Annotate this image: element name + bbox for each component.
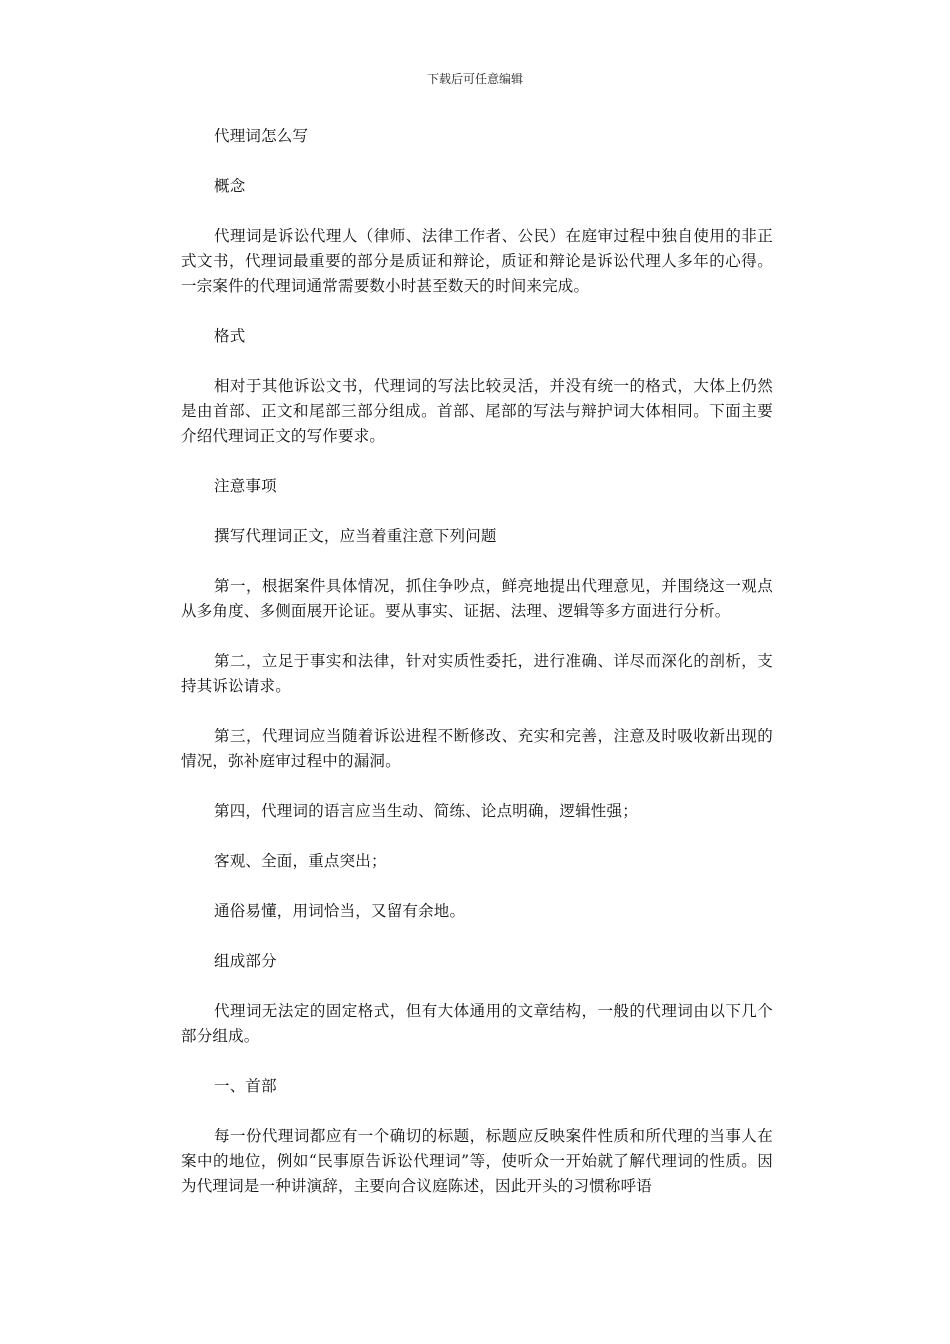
paragraph-point-3: 第三，代理词应当随着诉讼进程不断修改、充实和完善，注意及时吸收新出现的情况，弥补庭审过程中的漏洞。: [181, 727, 773, 770]
section-heading-notes: 注意事项: [214, 477, 277, 495]
paragraph-point-4b: 客观、全面，重点突出；: [214, 852, 387, 870]
paragraph-point-2: 第二，立足于事实和法律，针对实质性委托，进行准确、详尽而深化的剖析，支持其诉讼请求。: [181, 652, 773, 695]
paragraph-format: 相对于其他诉讼文书，代理词的写法比较灵活，并没有统一的格式，大体上仍然是由首部、正文和尾部三部分组成。首部、尾部的写法与辩护词大体相同。下面主要介绍代理词正文的写作要求。: [181, 377, 773, 445]
paragraph-components: 代理词无法定的固定格式，但有大体通用的文章结构，一般的代理词由以下几个部分组成。: [181, 1002, 773, 1045]
download-note: 下载后可任意编辑: [426, 72, 523, 86]
document-title: 代理词怎么写: [214, 127, 309, 145]
paragraph-notes-intro: 撰写代理词正文，应当着重注意下列问题: [214, 527, 497, 545]
section-heading-format: 格式: [214, 327, 246, 345]
section-heading-header-part: 一、首部: [214, 1077, 277, 1095]
section-heading-components: 组成部分: [214, 952, 277, 970]
document-body: [181, 124, 773, 1224]
section-heading-concept: 概念: [214, 177, 246, 195]
paragraph-header-part: 每一份代理词都应有一个确切的标题，标题应反映案件性质和所代理的当事人在案中的地位，例如“民事原告诉讼代理词”等，使听众一开始就了解代理词的性质。因为代理词是一种讲演辞，主要向合议庭陈述，因此开头的习惯称呼语: [181, 1127, 773, 1195]
paragraph-concept: 代理词是诉讼代理人（律师、法律工作者、公民）在庭审过程中独自使用的非正式文书，代理词最重要的部分是质证和辩论，质证和辩论是诉讼代理人多年的心得。一宗案件的代理词通常需要数小时甚至数天的时间来完成。: [181, 227, 773, 295]
paragraph-point-4: 第四，代理词的语言应当生动、简练、论点明确，逻辑性强；: [214, 802, 638, 820]
paragraph-point-4c: 通俗易懂，用词恰当，又留有余地。: [214, 902, 466, 920]
paragraph-point-1: 第一，根据案件具体情况，抓住争吵点，鲜亮地提出代理意见，并围绕这一观点从多角度、多侧面展开论证。要从事实、证据、法理、逻辑等多方面进行分析。: [181, 577, 773, 620]
